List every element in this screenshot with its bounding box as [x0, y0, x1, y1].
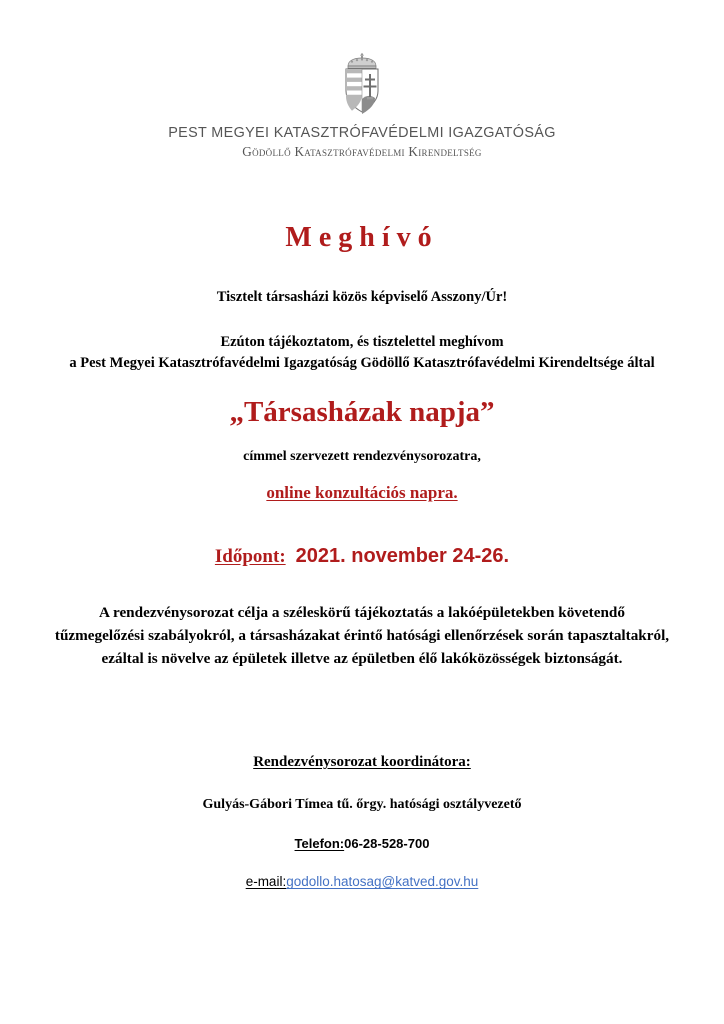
invitation-line-2: a Pest Megyei Katasztrófavédelmi Igazgatóság Gödöllő Katasztrófavédelmi Kirendeltsége által [69, 355, 655, 372]
invitation-line-1: Ezúton tájékoztatom, és tisztelettel meghívom [220, 334, 504, 350]
event-date-row [0, 545, 724, 568]
email-label: e-mail: [245, 874, 287, 890]
event-subtitle: címmel szervezett rendezvénysorozatra, [243, 449, 481, 465]
hungarian-coat-of-arms-icon [339, 52, 385, 114]
organization-header [0, 125, 724, 160]
organization-line-1: PEST MEGYEI KATASZTRÓFAVÉDELMI IGAZGATÓSÁG [168, 125, 556, 141]
invitation-text [0, 332, 724, 374]
phone-row [0, 836, 724, 851]
page-title: Meghívó [285, 222, 439, 253]
online-consultation-line [0, 483, 724, 503]
description-paragraph: A rendezvénysorozat célja a széleskörű tájékoztatás a lakóépületekben követendő tűzmegelőzési szabályokról, a társasházakat érintő hatósági ellenőrzések során tapasztaltakról, ezáltal is növelve az épületek illetve az épületben élő lakóközösségek biztonságát. [54, 604, 670, 667]
online-consultation-text: online konzultációs napra. [266, 483, 458, 503]
date-label: Időpont: [214, 546, 286, 568]
date-value: 2021. november 24-26. [295, 545, 510, 568]
phone-label: Telefon: [294, 836, 345, 852]
greeting-text: Tisztelt társasházi közös képviselő Asszony/Úr! [216, 289, 508, 305]
coordinator-title: Rendezvénysorozat koordinátora: [253, 754, 471, 771]
coordinator-name: Gulyás-Gábori Tímea tű. őrgy. hatósági osztályvezető [202, 797, 522, 813]
event-name: „Társasházak napja” [229, 396, 495, 429]
email-row [0, 874, 724, 889]
emblem-container [0, 0, 724, 119]
organization-line-2: Gödöllő Katasztrófavédelmi Kirendeltség [242, 144, 482, 159]
coordinator-section [0, 754, 724, 889]
phone-value: 06-28-528-700 [344, 836, 430, 852]
email-link[interactable]: godollo.hatosag@katved.gov.hu [286, 874, 479, 890]
